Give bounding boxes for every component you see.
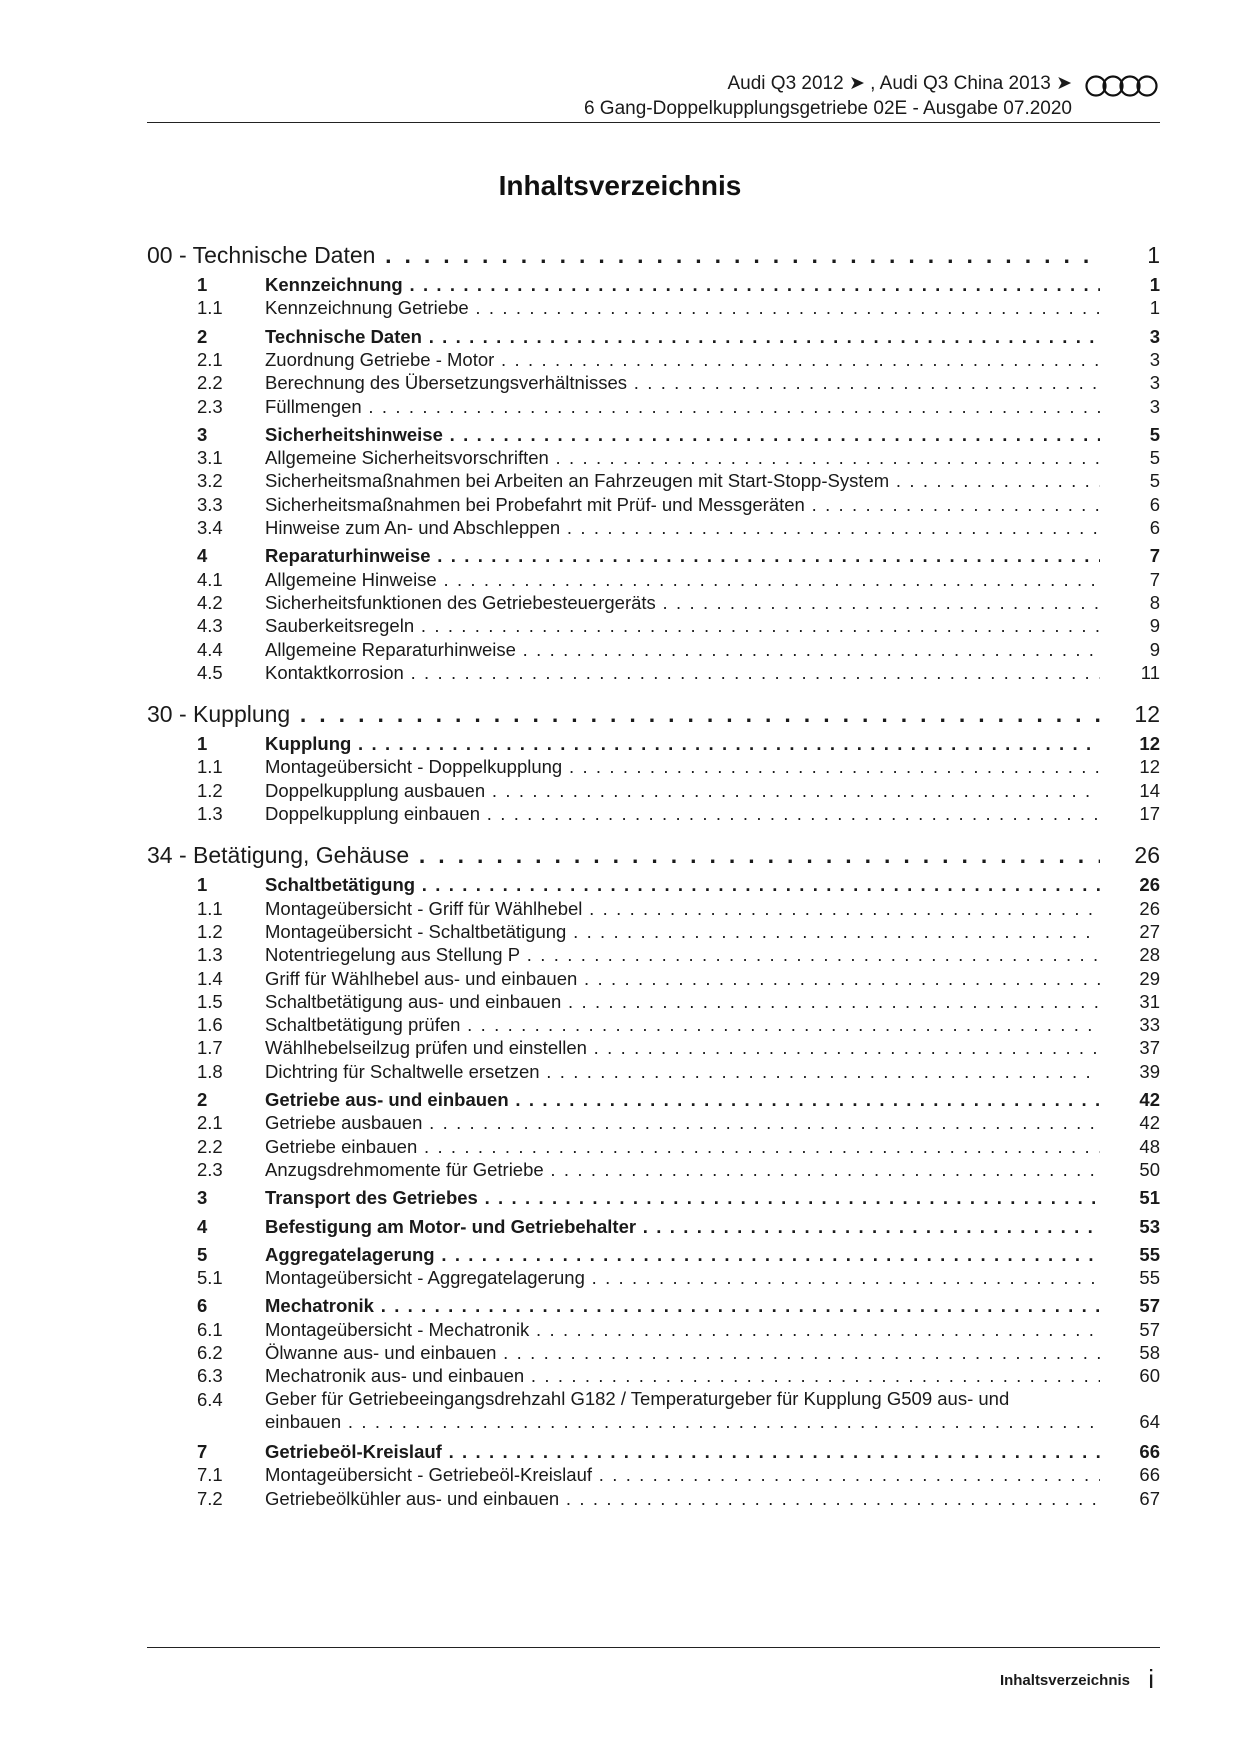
- toc-entry-title: 34 - Betätigung, Gehäuse . . .: [147, 838, 1100, 872]
- toc-entry[interactable]: [147, 1363, 1160, 1389]
- toc-entry-page: 5: [1149, 423, 1160, 445]
- toc-entry-title-continued: einbauen . . .: [265, 1409, 1100, 1435]
- toc-entry-page: 26: [1139, 897, 1160, 919]
- toc-entry[interactable]: [147, 1012, 1160, 1038]
- toc-entry[interactable]: [147, 754, 1160, 780]
- toc-entry-title: Kennzeichnung Getriebe . . .: [265, 295, 1100, 321]
- toc-entry-number: 1: [197, 733, 208, 755]
- toc-entry-number: 1.3: [197, 944, 223, 966]
- toc-entry[interactable]: [147, 1242, 1160, 1268]
- toc-entry[interactable]: [147, 272, 1160, 298]
- toc-entry-page: 57: [1139, 1295, 1160, 1317]
- toc-entry-title: Getriebeöl-Kreislauf . . .: [265, 1439, 1100, 1465]
- toc-entry-page: 66: [1139, 1441, 1160, 1463]
- toc-entry-number: 1.2: [197, 920, 223, 942]
- toc-entry-title: Getriebeölkühler aus- und einbauen . . .: [265, 1486, 1100, 1512]
- toc-entry[interactable]: [147, 370, 1160, 396]
- toc-entry[interactable]: [147, 1110, 1160, 1136]
- toc-entry-page: 1: [1149, 274, 1160, 295]
- toc-entry-title: 30 - Kupplung . . .: [147, 697, 1100, 731]
- toc-entry-number: 4.1: [197, 568, 223, 590]
- toc-entry-page: 6: [1149, 517, 1160, 538]
- toc-entry[interactable]: [147, 919, 1160, 945]
- toc-entry-page: 50: [1139, 1158, 1160, 1180]
- toc-entry-title: Hinweise zum An- und Abschleppen . . .: [265, 515, 1100, 541]
- header-vehicle-models: Audi Q3 2012 ➤ , Audi Q3 China 2013 ➤: [727, 73, 1072, 94]
- toc-entry-page: 12: [1139, 733, 1160, 755]
- toc-entry-page: 29: [1139, 967, 1160, 989]
- toc-entry[interactable]: [147, 1340, 1160, 1366]
- toc-entry-title: Montageübersicht - Schaltbetätigung . . .: [265, 919, 1100, 945]
- toc-entry-title: Sauberkeitsregeln . . .: [265, 613, 1100, 639]
- toc-entry-page: 64: [1139, 1410, 1160, 1432]
- toc-entry-number: 2: [197, 325, 208, 347]
- toc-entry-page: 9: [1149, 615, 1160, 637]
- toc-entry[interactable]: [147, 590, 1160, 616]
- toc-entry-number: 2.1: [197, 348, 223, 370]
- footer-divider: [147, 1647, 1160, 1648]
- toc-entry-title: Notentriegelung aus Stellung P . . .: [265, 942, 1100, 968]
- toc-entry-page: 3: [1149, 325, 1160, 347]
- toc-entry-title: Kontaktkorrosion . . .: [265, 660, 1100, 686]
- toc-entry-title: Schaltbetätigung prüfen . . .: [265, 1012, 1100, 1038]
- toc-entry-title: Schaltbetätigung . . .: [265, 872, 1100, 898]
- toc-entry-page: 12: [1134, 701, 1160, 728]
- toc-entry-number: 2.2: [197, 372, 223, 394]
- toc-entry[interactable]: [147, 1317, 1160, 1343]
- toc-entry-page: 5: [1149, 470, 1160, 492]
- toc-entry-title: Kennzeichnung . . .: [265, 272, 1100, 298]
- toc-entry[interactable]: [147, 1087, 1160, 1113]
- toc-entry[interactable]: [147, 637, 1160, 663]
- toc-entry-title: Befestigung am Motor- und Getriebehalter . . .: [265, 1214, 1100, 1240]
- toc-entry[interactable]: [147, 778, 1160, 804]
- toc-entry-page: 48: [1139, 1135, 1160, 1157]
- toc-entry-title: Getriebe aus- und einbauen . . .: [265, 1087, 1100, 1113]
- toc-entry-page: 37: [1139, 1037, 1160, 1059]
- toc-entry-number: 2.1: [197, 1112, 223, 1134]
- toc-entry[interactable]: [147, 660, 1160, 686]
- toc-entry-page: 66: [1139, 1464, 1160, 1486]
- toc-entry-number: 6.2: [197, 1342, 223, 1363]
- toc-entry-page: 6: [1149, 493, 1160, 515]
- toc-entry-title: Zuordnung Getriebe - Motor . . .: [265, 347, 1100, 373]
- toc-entry-title: Montageübersicht - Griff für Wählhebel . . .: [265, 896, 1100, 922]
- toc-entry-number: 3.2: [197, 470, 223, 492]
- toc-entry[interactable]: [147, 697, 1160, 731]
- toc-entry-title: Getriebe einbauen . . .: [265, 1134, 1100, 1160]
- toc-entry-number: 4: [197, 1215, 208, 1237]
- toc-entry-page: 55: [1139, 1267, 1160, 1289]
- toc-entry[interactable]: [147, 966, 1160, 992]
- toc-entry-number: 3.3: [197, 493, 223, 515]
- toc-entry[interactable]: [147, 989, 1160, 1015]
- toc-entry-page: 26: [1139, 874, 1160, 896]
- toc-entry-number: 4.2: [197, 591, 223, 613]
- toc-entry-title: Montageübersicht - Aggregatelagerung . . .: [265, 1265, 1100, 1291]
- toc-entry[interactable]: [147, 515, 1160, 541]
- header-manual-title: 6 Gang-Doppelkupplungsgetriebe 02E - Ausgabe 07.2020: [583, 98, 1072, 119]
- toc-entry-page: 33: [1139, 1014, 1160, 1036]
- toc-entry[interactable]: [147, 1387, 1160, 1437]
- toc-entry[interactable]: [147, 1134, 1160, 1160]
- toc-entry-title: Aggregatelagerung . . .: [265, 1242, 1100, 1268]
- toc-entry-page: 31: [1139, 990, 1160, 1012]
- toc-entry-page: 11: [1140, 661, 1160, 683]
- toc-entry-number: 1.8: [197, 1060, 223, 1082]
- toc-entry-number: 4: [197, 545, 208, 567]
- toc-entry[interactable]: [147, 942, 1160, 968]
- toc-entry-number: 1.1: [197, 756, 223, 778]
- toc-entry-title: Reparaturhinweise . . .: [265, 543, 1100, 569]
- toc-entry-number: 1.5: [197, 990, 223, 1012]
- toc-entry-title: Griff für Wählhebel aus- und einbauen . . .: [265, 966, 1100, 992]
- toc-entry[interactable]: [147, 567, 1160, 593]
- toc-entry-page: 39: [1139, 1060, 1160, 1082]
- toc-entry-number: 1: [197, 274, 208, 295]
- toc-entry[interactable]: [147, 543, 1160, 569]
- toc-entry-number: 2.2: [197, 1135, 223, 1157]
- toc-entry-page: 27: [1139, 920, 1160, 942]
- toc-entry-number: 1.1: [197, 897, 223, 919]
- toc-entry[interactable]: [147, 422, 1160, 448]
- toc-entry-page: 17: [1139, 803, 1160, 824]
- toc-entry-title: 00 - Technische Daten . . .: [147, 238, 1100, 272]
- toc-entry-page: 3: [1149, 348, 1160, 370]
- toc-entry-title: Anzugsdrehmomente für Getriebe . . .: [265, 1157, 1100, 1183]
- toc-entry-number: 6.1: [197, 1318, 223, 1340]
- toc-entry-page: 42: [1139, 1112, 1160, 1134]
- toc-entry-page: 8: [1149, 591, 1160, 613]
- toc-entry-title: Sicherheitsmaßnahmen bei Arbeiten an Fahrzeugen mit Start-Stopp-System . . .: [265, 468, 1100, 494]
- toc-entry[interactable]: [147, 295, 1160, 321]
- toc-entry-page: 58: [1139, 1342, 1160, 1363]
- footer-label: Inhaltsverzeichnis: [999, 1672, 1130, 1689]
- toc-entry-title: Allgemeine Reparaturhinweise . . .: [265, 637, 1100, 663]
- toc-entry[interactable]: [147, 445, 1160, 471]
- toc-entry-title: Montageübersicht - Doppelkupplung . . .: [265, 754, 1100, 780]
- toc-entry[interactable]: [147, 872, 1160, 898]
- toc-entry-page: 55: [1139, 1243, 1160, 1265]
- toc-entry-number: 5.1: [197, 1267, 223, 1289]
- toc-entry-page: 26: [1134, 842, 1160, 869]
- page-title: Inhaltsverzeichnis: [498, 170, 742, 201]
- toc-entry-page: 42: [1139, 1089, 1160, 1110]
- toc-entry[interactable]: [147, 1185, 1160, 1211]
- toc-entry-number: 1.7: [197, 1037, 223, 1059]
- toc-entry-page: 3: [1149, 372, 1160, 394]
- toc-entry-page: 12: [1139, 756, 1160, 778]
- toc-entry[interactable]: [147, 613, 1160, 639]
- toc-entry-page: 7: [1149, 568, 1160, 590]
- toc-entry-title: Sicherheitsfunktionen des Getriebesteuergeräts . . .: [265, 590, 1100, 616]
- toc-entry[interactable]: [147, 1462, 1160, 1488]
- toc-entry-number: 3.4: [197, 517, 223, 538]
- toc-entry-title: Füllmengen . . .: [265, 394, 1100, 420]
- toc-entry-number: 2: [197, 1089, 208, 1110]
- toc-entry-title: Doppelkupplung einbauen . . .: [265, 801, 1100, 827]
- toc-entry[interactable]: [147, 1035, 1160, 1061]
- toc-entry[interactable]: [147, 238, 1160, 272]
- toc-entry-title: Wählhebelseilzug prüfen und einstellen . . .: [265, 1035, 1100, 1061]
- toc-entry[interactable]: [147, 1059, 1160, 1085]
- toc-entry-title: Sicherheitsmaßnahmen bei Probefahrt mit Prüf- und Messgeräten . . .: [265, 492, 1100, 518]
- toc-entry-title: Doppelkupplung ausbauen . . .: [265, 778, 1100, 804]
- toc-entry-number: 2.3: [197, 395, 223, 417]
- toc-entry[interactable]: [147, 492, 1160, 518]
- footer-page-number: i: [1148, 1664, 1154, 1694]
- toc-entry[interactable]: [147, 838, 1160, 872]
- toc-entry-page: 7: [1149, 545, 1160, 567]
- toc-entry-number: 1.1: [197, 297, 223, 319]
- toc-entry[interactable]: [147, 324, 1160, 350]
- toc-entry[interactable]: [147, 731, 1160, 757]
- toc-entry-page: 3: [1149, 395, 1160, 417]
- toc-entry-page: 1: [1147, 242, 1160, 268]
- toc-entry[interactable]: [147, 1157, 1160, 1183]
- toc-entry[interactable]: [147, 1486, 1160, 1512]
- toc-entry-title: Transport des Getriebes . . .: [265, 1185, 1100, 1211]
- toc-entry-title: Sicherheitshinweise . . .: [265, 422, 1100, 448]
- toc-entry-title: Dichtring für Schaltwelle ersetzen . . .: [265, 1059, 1100, 1085]
- toc-entry-number: 2.3: [197, 1158, 223, 1180]
- toc-entry-number: 3: [197, 1187, 208, 1209]
- toc-entry-title: Montageübersicht - Getriebeöl-Kreislauf . . .: [265, 1462, 1100, 1488]
- toc-entry-number: 7.1: [197, 1464, 223, 1486]
- toc-entry-title: Montageübersicht - Mechatronik . . .: [265, 1317, 1100, 1343]
- toc-entry[interactable]: [147, 896, 1160, 922]
- toc-entry-number: 4.3: [197, 615, 223, 637]
- toc-entry-number: 7.2: [197, 1487, 223, 1509]
- toc-entry-number: 6: [197, 1295, 208, 1317]
- toc-entry-number: 1: [197, 874, 208, 896]
- toc-entry-page: 53: [1139, 1215, 1160, 1237]
- toc-entry-number: 1.6: [197, 1014, 223, 1036]
- toc-entry-page: 9: [1149, 638, 1160, 660]
- toc-entry-page: 28: [1139, 944, 1160, 966]
- toc-entry-page: 57: [1139, 1318, 1160, 1340]
- toc-entry-title: Kupplung . . .: [265, 731, 1100, 757]
- toc-entry-title: Mechatronik . . .: [265, 1293, 1100, 1319]
- toc-entry-number: 1.2: [197, 779, 223, 801]
- toc-entry-number: 1.4: [197, 967, 223, 989]
- toc-entry-title: Geber für Getriebeeingangsdrehzahl G182 / Temperaturgeber für Kupplung G509 aus- und: [265, 1387, 1010, 1409]
- toc-entry-title: Ölwanne aus- und einbauen . . .: [265, 1340, 1100, 1366]
- toc-entry-page: 14: [1139, 779, 1160, 801]
- toc-entry-page: 5: [1149, 447, 1160, 469]
- toc-entry-number: 1.3: [197, 803, 223, 824]
- toc-entry-page: 60: [1139, 1365, 1160, 1387]
- toc-entry-number: 3: [197, 423, 208, 445]
- toc-entry-number: 5: [197, 1243, 208, 1265]
- toc-entry[interactable]: [147, 1265, 1160, 1291]
- toc-entry-title: Allgemeine Hinweise . . .: [265, 567, 1100, 593]
- toc-entry[interactable]: [147, 347, 1160, 373]
- toc-entry-page: 1: [1149, 297, 1160, 319]
- toc-entry[interactable]: [147, 468, 1160, 494]
- toc-entry[interactable]: [147, 1439, 1160, 1465]
- toc-entry[interactable]: [147, 1293, 1160, 1319]
- toc-entry-title: Technische Daten . . .: [265, 324, 1100, 350]
- toc-entry-page: 51: [1139, 1187, 1160, 1209]
- audi-rings-logo: [1084, 74, 1160, 98]
- toc-entry-title: Schaltbetätigung aus- und einbauen . . .: [265, 989, 1100, 1015]
- toc-entry-title: Mechatronik aus- und einbauen . . .: [265, 1363, 1100, 1389]
- toc-entry-title: Allgemeine Sicherheitsvorschriften . . .: [265, 445, 1100, 471]
- toc-entry-number: 4.4: [197, 638, 223, 660]
- toc-entry-number: 3.1: [197, 447, 223, 469]
- toc-entry[interactable]: [147, 801, 1160, 827]
- toc-entry[interactable]: [147, 1214, 1160, 1240]
- toc-entry-number: 7: [197, 1441, 208, 1463]
- toc-entry-page: 67: [1139, 1487, 1160, 1509]
- toc-entry-number: 4.5: [197, 661, 223, 683]
- toc-entry-title: Berechnung des Übersetzungsverhältnisses . . .: [265, 370, 1100, 396]
- toc-entry-number: 6.3: [197, 1365, 223, 1387]
- toc-entry[interactable]: [147, 394, 1160, 420]
- header-divider: [147, 122, 1160, 123]
- toc-entry-title: Getriebe ausbauen . . .: [265, 1110, 1100, 1136]
- toc-entry-number: 6.4: [197, 1388, 223, 1410]
